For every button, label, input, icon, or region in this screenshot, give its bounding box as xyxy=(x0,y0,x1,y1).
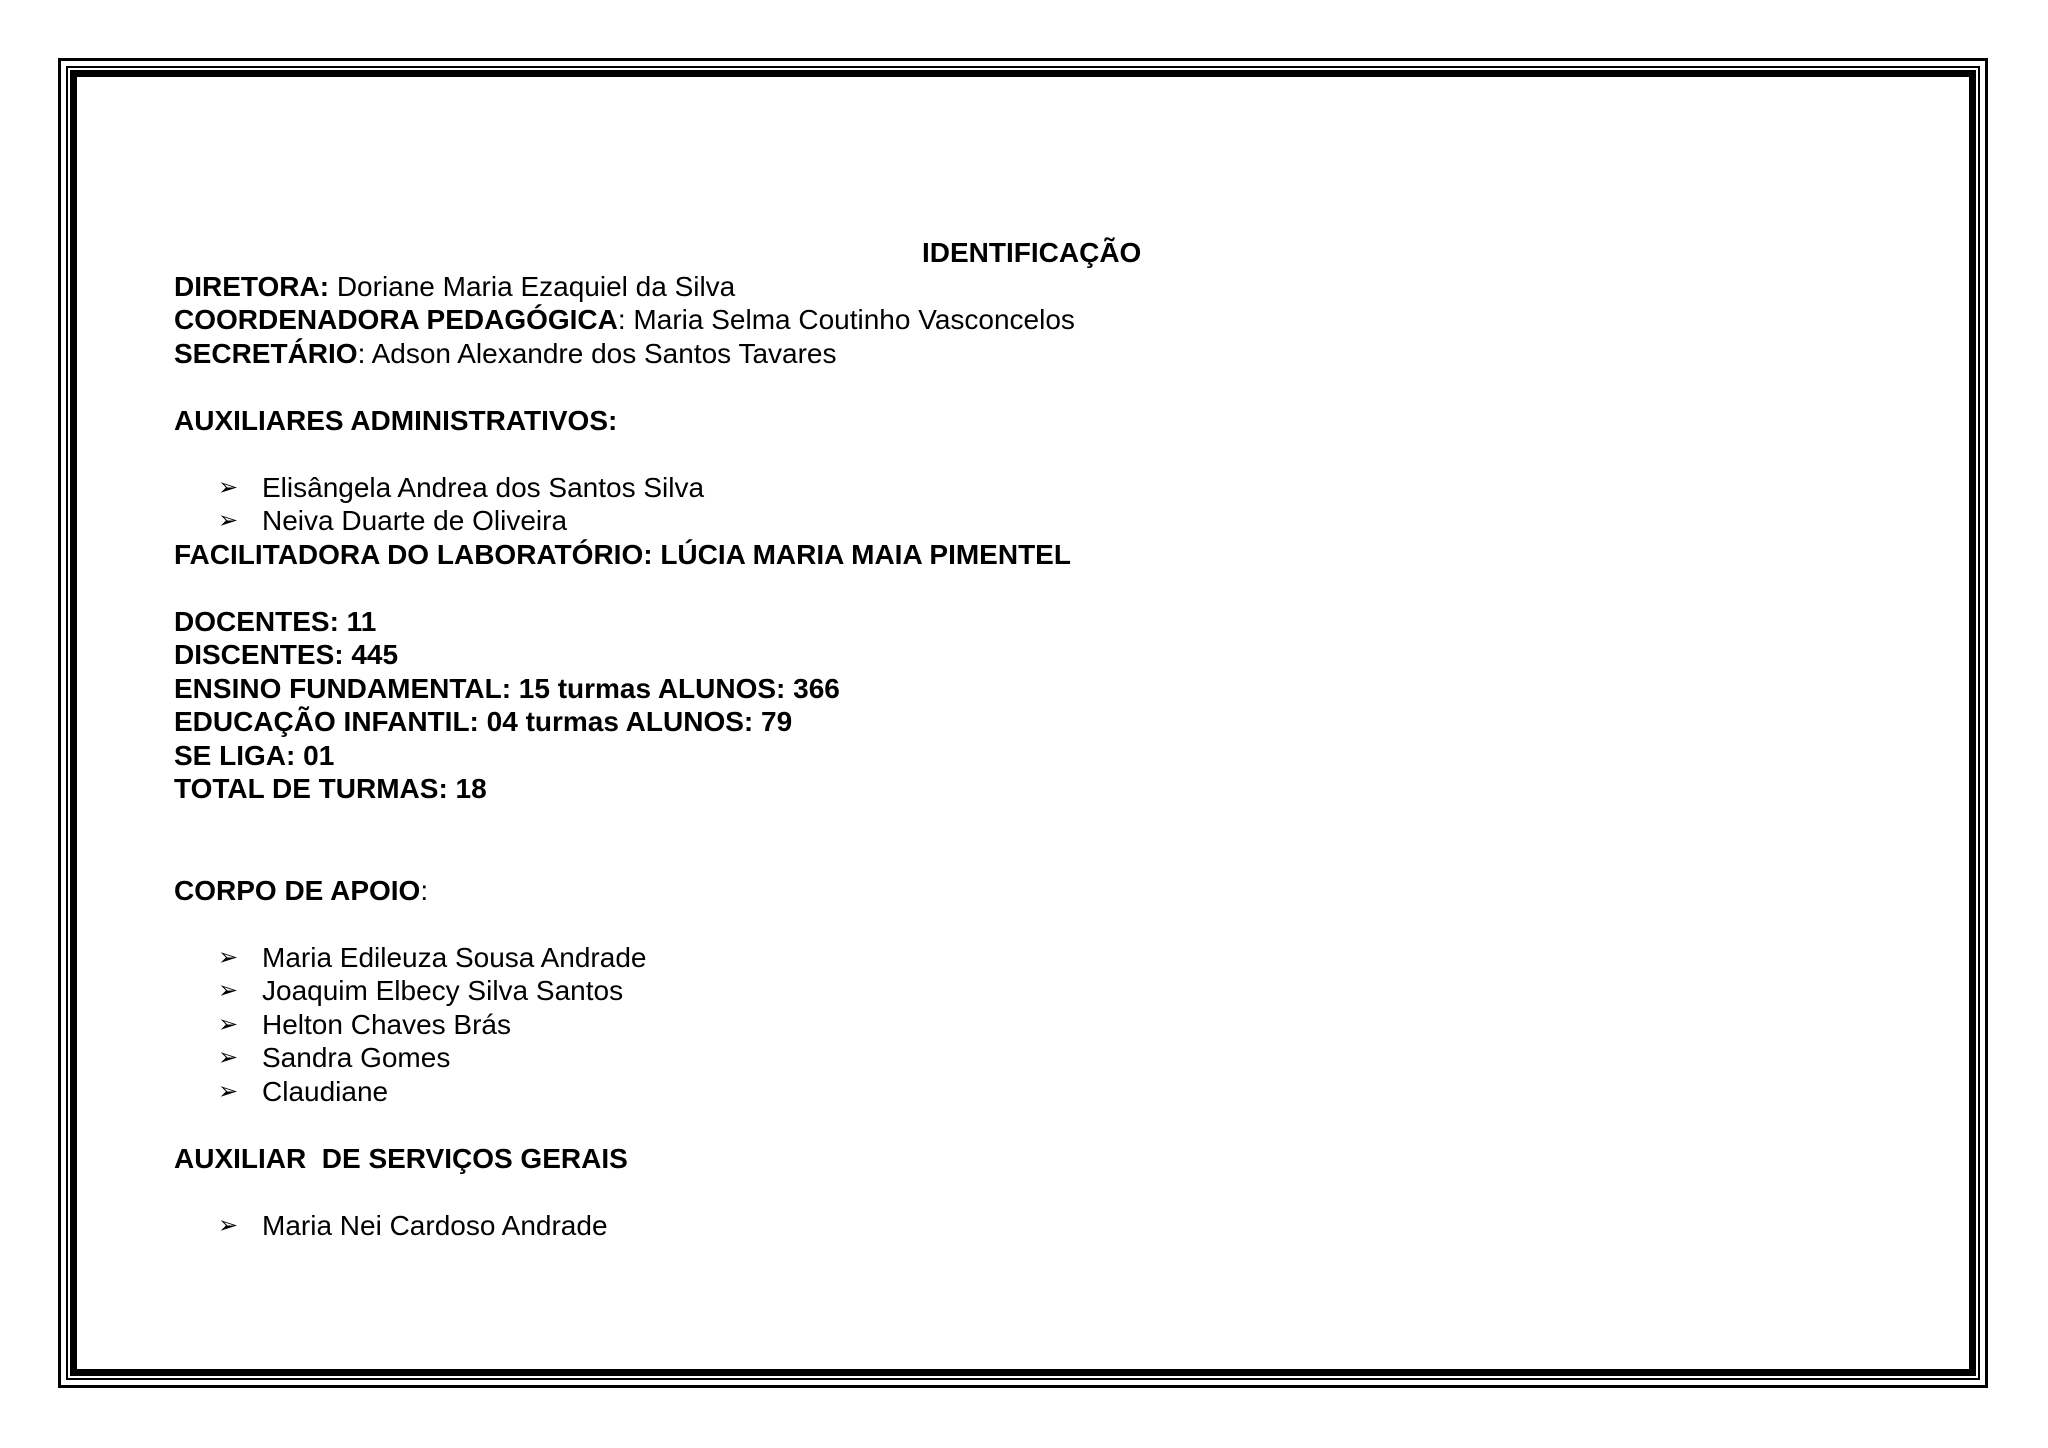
corpo-apoio-heading-colon: : xyxy=(420,874,429,906)
arrow-bullet-icon: ➢ xyxy=(218,1211,239,1239)
list-item-text: Claudiane xyxy=(262,1075,389,1107)
corpo-apoio-list xyxy=(174,941,1874,1109)
secretario-label: SECRETÁRIO xyxy=(174,337,358,369)
list-item-text: Helton Chaves Brás xyxy=(262,1008,512,1040)
coordenadora-line xyxy=(174,303,1874,337)
list-item xyxy=(218,1041,1874,1075)
list-item xyxy=(218,471,1874,505)
servicos-gerais-list xyxy=(174,1209,1874,1243)
list-item xyxy=(218,941,1874,975)
corpo-apoio-heading-text: CORPO DE APOIO xyxy=(174,874,421,906)
list-item xyxy=(218,974,1874,1008)
stat-total-turmas: TOTAL DE TURMAS: 18 xyxy=(174,773,487,804)
document-body xyxy=(174,236,1874,1242)
list-item-text: Maria Edileuza Sousa Andrade xyxy=(262,941,647,973)
stat-docentes: DOCENTES: 11 xyxy=(174,605,377,637)
list-item xyxy=(218,1075,1874,1109)
arrow-bullet-icon: ➢ xyxy=(218,1077,239,1105)
stat-educacao-infantil: EDUCAÇÃO INFANTIL: 04 turmas ALUNOS: 79 xyxy=(174,706,793,737)
arrow-bullet-icon: ➢ xyxy=(218,1010,239,1038)
coordenadora-value: : Maria Selma Coutinho Vasconcelos xyxy=(617,304,1075,335)
document-title: IDENTIFICAÇÃO xyxy=(922,237,1142,268)
secretario-line xyxy=(174,337,1874,371)
list-item xyxy=(218,1209,1874,1243)
coordenadora-label: COORDENADORA PEDAGÓGICA xyxy=(174,304,618,335)
corpo-apoio-heading xyxy=(174,874,1874,908)
list-item-text: Maria Nei Cardoso Andrade xyxy=(262,1209,608,1241)
diretora-value: Doriane Maria Ezaquiel da Silva xyxy=(329,270,736,302)
secretario-value: : Adson Alexandre dos Santos Tavares xyxy=(357,337,837,369)
facilitadora-line: FACILITADORA DO LABORATÓRIO: LÚCIA MARIA MAIA PIMENTEL xyxy=(174,538,1071,570)
stat-ensino-fundamental: ENSINO FUNDAMENTAL: 15 turmas ALUNOS: 366 xyxy=(174,672,840,704)
stat-se-liga: SE LIGA: 01 xyxy=(174,739,335,771)
servicos-gerais-heading: AUXILIAR DE SERVIÇOS GERAIS xyxy=(174,1142,628,1174)
list-item-text: Neiva Duarte de Oliveira xyxy=(262,505,568,536)
list-item xyxy=(218,1008,1874,1042)
aux-admin-list xyxy=(174,471,1874,538)
arrow-bullet-icon: ➢ xyxy=(218,943,239,971)
arrow-bullet-icon: ➢ xyxy=(218,507,239,534)
arrow-bullet-icon: ➢ xyxy=(218,1044,239,1071)
arrow-bullet-icon: ➢ xyxy=(218,977,239,1004)
list-item xyxy=(218,504,1874,538)
aux-admin-heading: AUXILIARES ADMINISTRATIVOS: xyxy=(174,404,618,436)
arrow-bullet-icon: ➢ xyxy=(218,473,239,501)
diretora-label: DIRETORA: xyxy=(174,270,330,302)
list-item-text: Sandra Gomes xyxy=(262,1042,451,1073)
stat-discentes: DISCENTES: 445 xyxy=(174,639,399,670)
list-item-text: Elisângela Andrea dos Santos Silva xyxy=(262,471,705,503)
list-item-text: Joaquim Elbecy Silva Santos xyxy=(262,975,624,1006)
diretora-line xyxy=(174,270,1874,304)
